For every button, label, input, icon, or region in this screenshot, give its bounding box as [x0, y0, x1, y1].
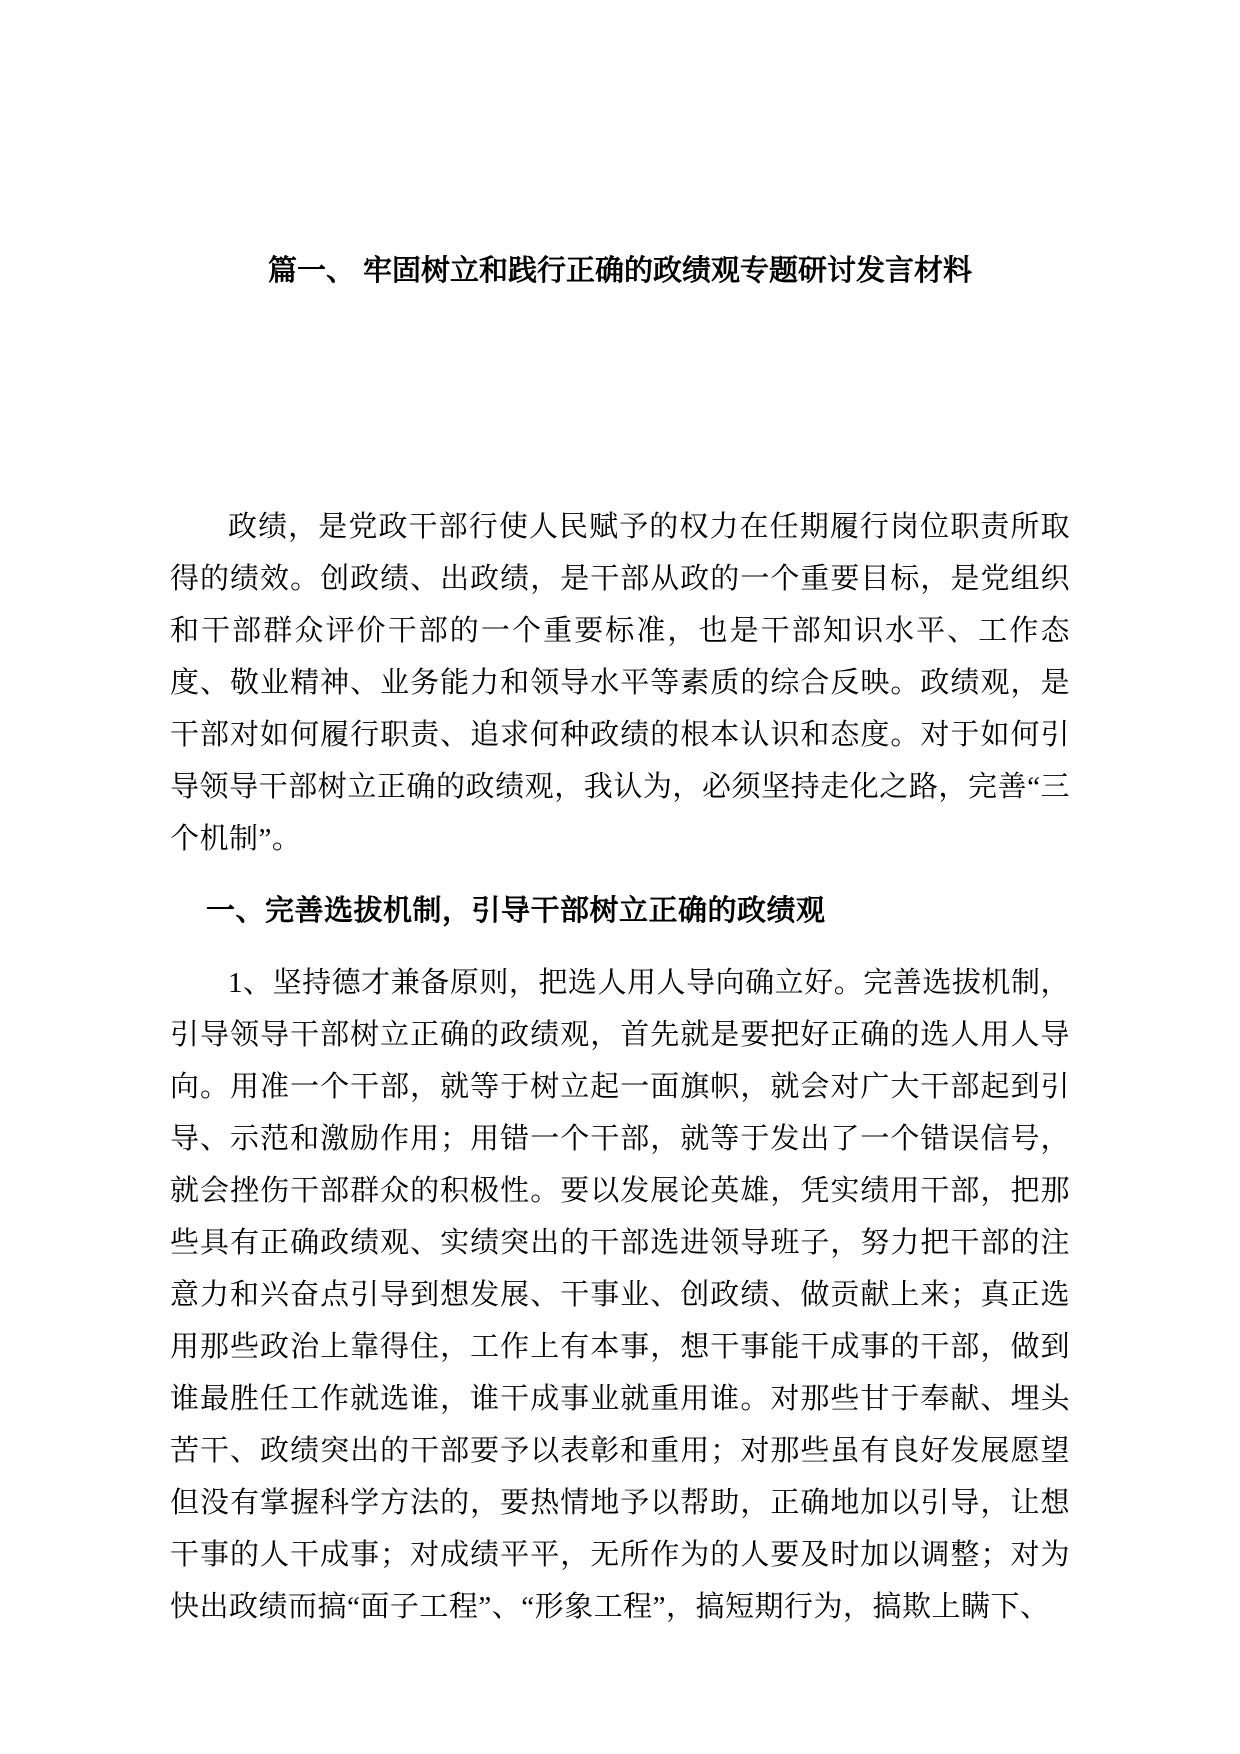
- section-1-body-paragraph: 1、坚持德才兼备原则，把选人用人导向确立好。完善选拔机制，引导领导干部树立正确的政绩观，首先就是要把好正确的选人用人导向。用准一个干部，就等于树立起一面旗帜，就会对广大干部起到引导、示范和激励作用；用错一个干部，就等于发出了一个错误信号，就会挫伤干部群众的积极性。要以发展论英雄，凭实绩用干部，把那些具有正确政绩观、实绩突出的干部选进领导班子，努力把干部的注意力和兴奋点引导到想发展、干事业、创政绩、做贡献上来；真正选用那些政治上靠得住，工作上有本事，想干事能干成事的干部，做到谁最胜任工作就选谁，谁干成事业就重用谁。对那些甘于奉献、埋头苦干、政绩突出的干部要予以表彰和重用；对那些虽有良好发展愿望但没有掌握科学方法的，要热情地予以帮助，正确地加以引导，让想干事的人干成事；对成绩平平，无所作为的人要及时加以调整；对为快出政绩而搞“面子工程”、“形象工程”，搞短期行为，搞欺上瞒下、: [170, 967, 1070, 1623]
- intro-paragraph: 政绩，是党政干部行使人民赋予的权力在任期履行岗位职责所取得的绩效。创政绩、出政绩，是干部从政的一个重要目标，是党组织和干部群众评价干部的一个重要标准，也是干部知识水平、工作态度、敬业精神、业务能力和领导水平等素质的综合反映。政绩观，是干部对如何履行职责、追求何种政绩的根本认识和态度。对于如何引导领导干部树立正确的政绩观，我认为，必须坚持走化之路，完善“三个机制”。: [170, 511, 1070, 855]
- document-title: 篇一、 牢固树立和践行正确的政绩观专题研讨发言材料: [267, 255, 973, 287]
- section-1-heading: 一、完善选拔机制，引导干部树立正确的政绩观: [206, 895, 826, 927]
